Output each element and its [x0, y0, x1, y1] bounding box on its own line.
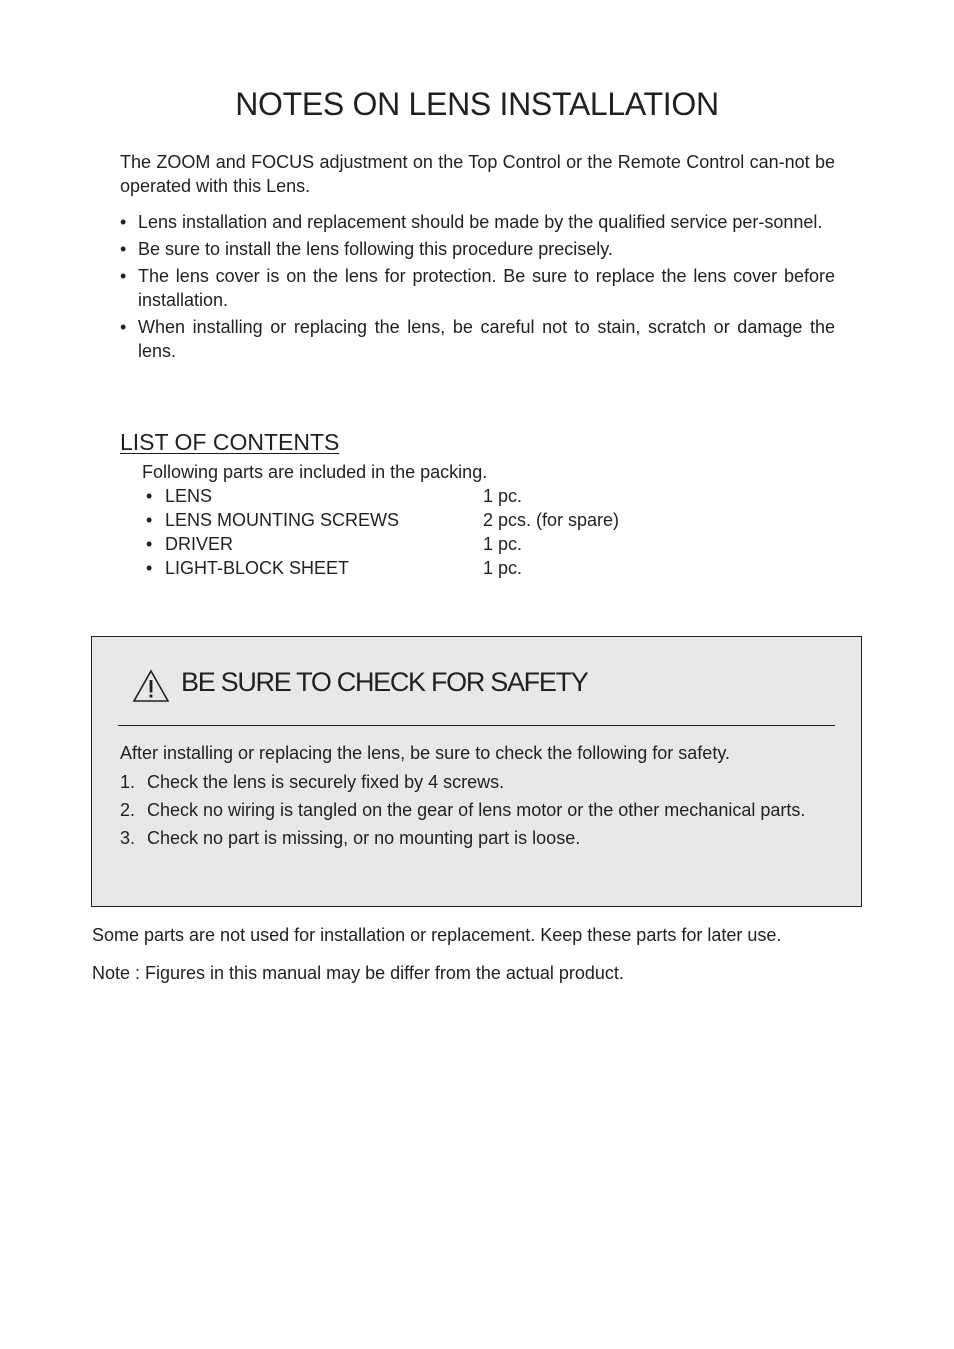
safety-item [120, 798, 835, 823]
safety-item-text: Check no wiring is tangled on the gear of lens motor or the other mechanical parts. [147, 800, 806, 820]
bullet-glyph: • [120, 239, 127, 259]
notes-list [120, 210, 835, 366]
note-text: When installing or replacing the lens, be careful not to stain, scratch or damage the lens. [138, 317, 835, 361]
page-title: NOTES ON LENS INSTALLATION [235, 86, 719, 122]
contents-item-name: LIGHT-BLOCK SHEET [165, 558, 350, 578]
bullet-glyph: • [146, 534, 153, 554]
footer-note-figures: Note : Figures in this manual may be differ from the actual product. [92, 963, 624, 983]
note-text: Be sure to install the lens following this procedure precisely. [138, 239, 613, 259]
footer-note-spare-parts: Some parts are not used for installation or replacement. Keep these parts for later use. [92, 925, 782, 945]
note-text: The lens cover is on the lens for protection. Be sure to replace the lens cover before installation. [138, 266, 835, 310]
bullet-glyph: • [120, 266, 127, 286]
bullet-glyph: • [120, 212, 127, 232]
contents-item-name: LENS [165, 486, 213, 506]
safety-divider [118, 725, 835, 726]
contents-item-quantity: 1 pc. [483, 534, 523, 554]
safety-item-text: Check the lens is securely fixed by 4 screws. [147, 772, 505, 792]
safety-item-number: 1. [120, 772, 136, 792]
safety-box [91, 636, 862, 907]
safety-item-text: Check no part is missing, or no mounting part is loose. [147, 828, 581, 848]
contents-intro: Following parts are included in the packing. [142, 462, 488, 482]
contents-item-name: LENS MOUNTING SCREWS [165, 510, 400, 530]
bullet-glyph: • [120, 317, 127, 337]
note-text: Lens installation and replacement should be made by the qualified service per-sonnel. [138, 212, 823, 232]
bullet-glyph: • [146, 510, 153, 530]
safety-item-number: 2. [120, 800, 136, 820]
safety-checklist [120, 770, 835, 854]
note-item [120, 315, 835, 363]
bullet-glyph: • [146, 558, 153, 578]
safety-title: BE SURE TO CHECK FOR SAFETY [181, 667, 588, 697]
safety-item [120, 826, 835, 851]
note-item [120, 210, 835, 234]
contents-item-quantity: 1 pc. [483, 558, 523, 578]
safety-item [120, 770, 835, 795]
note-item [120, 264, 835, 312]
bullet-glyph: • [146, 486, 153, 506]
contents-item-quantity: 1 pc. [483, 486, 523, 506]
contents-item-quantity: 2 pcs. (for spare) [483, 510, 620, 530]
intro-paragraph: The ZOOM and FOCUS adjustment on the Top Control or the Remote Control can-not be operated with this Lens. [120, 152, 835, 196]
safety-intro: After installing or replacing the lens, be sure to check the following for safety. [120, 743, 730, 763]
warning-triangle-icon [132, 669, 170, 703]
contents-item-name: DRIVER [165, 534, 234, 554]
contents-heading: LIST OF CONTENTS [120, 429, 340, 455]
safety-item-number: 3. [120, 828, 136, 848]
note-item [120, 237, 835, 261]
